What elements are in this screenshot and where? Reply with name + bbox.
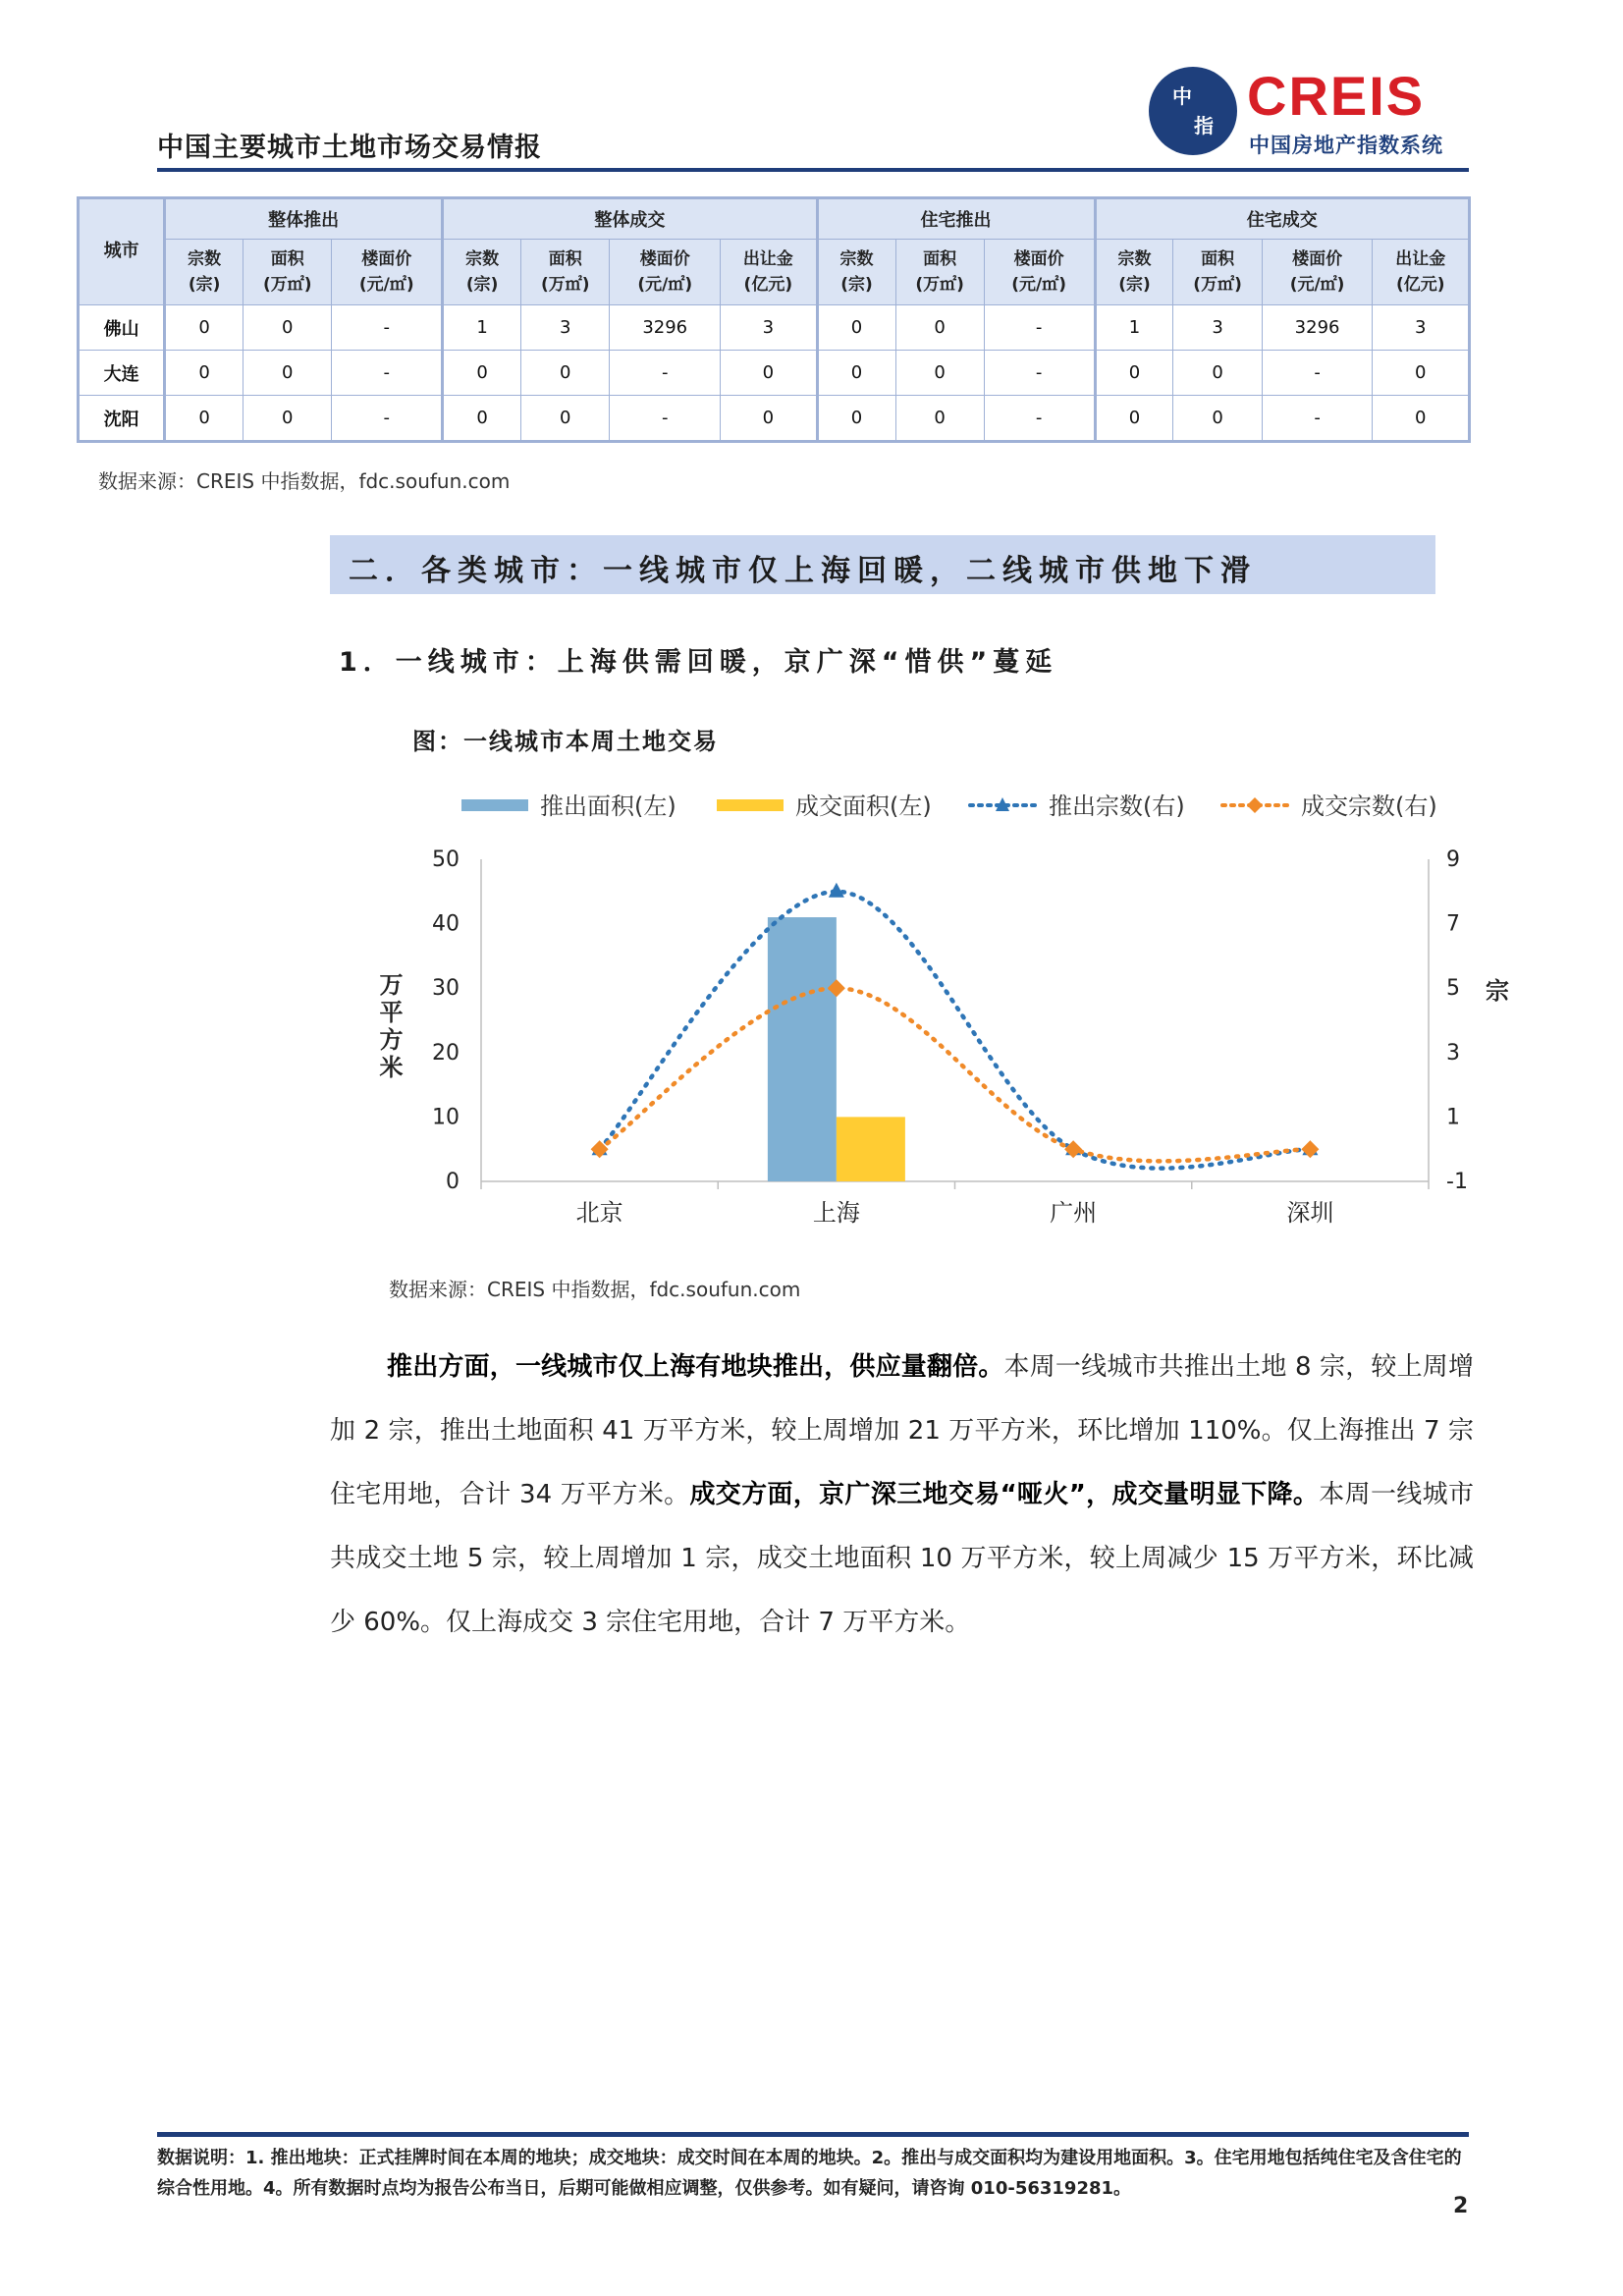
- table-cell: 0: [243, 351, 332, 396]
- bar-launched-area: [768, 917, 837, 1181]
- table-cell: 0: [521, 351, 610, 396]
- table-cell: 3: [721, 305, 817, 351]
- column-header: [1262, 240, 1373, 305]
- table-cell: 0: [443, 396, 521, 442]
- land-transaction-table: [77, 196, 1471, 443]
- column-header-line: (元/㎡): [1011, 275, 1066, 295]
- body-text-deal: 本周一线城市共成交土地 5 宗，较上周增加 1 宗，成交土地面积 10 万平方米，较上周减少 15 万平方米，环比减少 60%。仅上海成交 3 宗住宅用地，合计 7 万平方米。: [330, 1480, 1474, 1637]
- y-left-tick-label: 50: [432, 847, 460, 872]
- document-title: 中国主要城市土地市场交易情报: [157, 133, 542, 163]
- y-left-tick-label: 10: [432, 1105, 460, 1130]
- column-header-line: 宗数: [839, 249, 874, 269]
- column-header-line: 出让金: [1395, 249, 1446, 269]
- body-paragraph: [330, 1336, 1474, 1655]
- table-cell: 3296: [1262, 305, 1373, 351]
- body-bold-deal: 成交方面，京广深三地交易“哑火”，成交量明显下降。: [689, 1480, 1320, 1509]
- column-header: [165, 240, 243, 305]
- column-header-line: 面积: [923, 249, 957, 269]
- column-header-line: (元/㎡): [637, 275, 693, 295]
- column-header: [817, 240, 895, 305]
- column-header-line: 宗数: [1117, 249, 1152, 269]
- column-header-line: (宗): [188, 275, 221, 295]
- table-cell: -: [984, 305, 1095, 351]
- table-cell: 3: [1373, 305, 1470, 351]
- column-header-line: 面积: [1201, 249, 1235, 269]
- table-cell: 0: [817, 396, 895, 442]
- legend-label: 成交宗数(右): [1301, 793, 1437, 820]
- logo-subtitle: 中国房地产指数系统: [1249, 134, 1443, 157]
- column-header: [1095, 240, 1173, 305]
- legend-label: 推出宗数(右): [1049, 793, 1185, 820]
- y-left-tick-label: 20: [432, 1040, 460, 1066]
- column-header: [895, 240, 984, 305]
- table-cell: 1: [443, 305, 521, 351]
- table-row: [79, 351, 1470, 396]
- subsection-title: 1．一线城市：上海供需回暖，京广深“惜供”蔓延: [339, 647, 1058, 678]
- table-cell: -: [1262, 351, 1373, 396]
- table-cell: 0: [817, 305, 895, 351]
- column-header-line: (万㎡): [262, 275, 312, 295]
- column-header: [521, 240, 610, 305]
- table-cell: -: [332, 351, 443, 396]
- logo-emblem-char-1: 中: [1172, 84, 1192, 108]
- first-tier-city-land-chart: [363, 776, 1522, 1247]
- column-header-line: (万㎡): [915, 275, 964, 295]
- column-header: [443, 240, 521, 305]
- table-cell: -: [984, 396, 1095, 442]
- x-category-label: 北京: [575, 1199, 623, 1227]
- figure-caption: 图：一线城市本周土地交易: [412, 728, 719, 755]
- logo-emblem: [1149, 67, 1237, 155]
- column-header-line: (万㎡): [540, 275, 590, 295]
- y-left-axis-title: 万平方米: [375, 972, 403, 1082]
- legend-marker: [1247, 797, 1263, 813]
- column-header-line: (元/㎡): [1289, 275, 1345, 295]
- table-cell: 3: [521, 305, 610, 351]
- y-right-tick-label: 7: [1446, 911, 1460, 937]
- column-header: [721, 240, 817, 305]
- chart-source-note: 数据来源：CREIS 中指数据，fdc.soufun.com: [389, 1278, 801, 1301]
- y-left-tick-label: 30: [432, 976, 460, 1002]
- column-header-line: (宗): [840, 275, 873, 295]
- table-source-note: 数据来源：CREIS 中指数据，fdc.soufun.com: [98, 469, 511, 493]
- table-cell: 0: [165, 351, 243, 396]
- header-divider: [157, 168, 1469, 172]
- y-right-tick-label: 1: [1446, 1105, 1460, 1130]
- column-header-line: 出让金: [742, 249, 793, 269]
- column-header: [1373, 240, 1470, 305]
- table-cell: 0: [1173, 351, 1262, 396]
- column-header: [610, 240, 721, 305]
- line-transacted-count: [600, 988, 1311, 1161]
- column-header-line: 面积: [548, 249, 582, 269]
- table-cell: 0: [817, 351, 895, 396]
- table-cell: -: [332, 396, 443, 442]
- city-cell: 沈阳: [79, 396, 165, 442]
- column-header-line: 楼面价: [639, 249, 690, 269]
- table-cell: 0: [243, 396, 332, 442]
- legend-label: 成交面积(左): [795, 793, 932, 820]
- table-cell: 3: [1173, 305, 1262, 351]
- bar-transacted-area: [837, 1117, 905, 1181]
- body-text-supply: 本周一线城市共推出土地 8 宗，较上周增加 2 宗，推出土地面积 41 万平方米，较上周增加 21 万平方米，环比增加 110%。仅上海推出 7 宗住宅用地，合计 34 万平方米。: [330, 1352, 1474, 1509]
- y-right-tick-label: 3: [1446, 1040, 1460, 1066]
- column-header-line: 楼面价: [1013, 249, 1064, 269]
- column-header-line: (元/㎡): [358, 275, 414, 295]
- column-header-line: (亿元): [743, 275, 793, 295]
- y-right-tick-label: -1: [1446, 1170, 1468, 1194]
- table-cell: -: [1262, 396, 1373, 442]
- column-header-line: (宗): [465, 275, 499, 295]
- table-cell: 0: [895, 396, 984, 442]
- column-header-line: (亿元): [1395, 275, 1445, 295]
- y-right-tick-label: 9: [1446, 847, 1460, 872]
- page-number: 2: [1453, 2194, 1469, 2218]
- point-transacted-count: [1301, 1140, 1319, 1158]
- logo-wordmark: CREIS: [1247, 65, 1426, 127]
- table-cell: 0: [165, 396, 243, 442]
- y-right-axis-title: 宗: [1486, 977, 1509, 1005]
- group-header: 整体成交: [443, 198, 817, 240]
- table-cell: 3296: [610, 305, 721, 351]
- column-header: [332, 240, 443, 305]
- table-cell: 0: [721, 351, 817, 396]
- table-cell: 0: [1173, 396, 1262, 442]
- column-header-line: 楼面价: [361, 249, 412, 269]
- group-header: 住宅推出: [817, 198, 1095, 240]
- column-header-line: 楼面价: [1292, 249, 1343, 269]
- footer-data-note: 数据说明：1. 推出地块：正式挂牌时间在本周的地块；成交地块：成交时间在本周的地块。2。推出与成交面积均为建设用地面积。3。住宅用地包括纯住宅及含住宅的综合性用地。4。所有数据时点均为报告公布当日，后期可能做相应调整，仅供参考。如有疑问，请咨询 010-56319281。: [157, 2148, 1462, 2199]
- table-cell: 0: [895, 351, 984, 396]
- table-cell: -: [984, 351, 1095, 396]
- city-cell: 大连: [79, 351, 165, 396]
- column-header: [984, 240, 1095, 305]
- table-cell: 0: [243, 305, 332, 351]
- table-row: [79, 396, 1470, 442]
- table-cell: -: [610, 351, 721, 396]
- column-header: [1173, 240, 1262, 305]
- point-transacted-count: [1064, 1140, 1082, 1158]
- legend-swatch: [461, 799, 528, 811]
- table-cell: 0: [721, 396, 817, 442]
- body-bold-supply: 推出方面，一线城市仅上海有地块推出，供应量翻倍。: [387, 1352, 1004, 1382]
- column-header: [243, 240, 332, 305]
- column-header-line: 面积: [270, 249, 304, 269]
- table-cell: -: [610, 396, 721, 442]
- table-cell: 0: [895, 305, 984, 351]
- table-cell: 1: [1095, 305, 1173, 351]
- section-title: 二．各类城市：一线城市仅上海回暖，二线城市供地下滑: [349, 554, 1257, 588]
- group-header: 住宅成交: [1095, 198, 1470, 240]
- column-header-line: (宗): [1118, 275, 1151, 295]
- city-cell: 佛山: [79, 305, 165, 351]
- x-category-label: 深圳: [1286, 1199, 1334, 1227]
- y-left-tick-label: 40: [432, 911, 460, 937]
- legend-swatch: [717, 799, 784, 811]
- logo-emblem-char-2: 指: [1194, 114, 1214, 137]
- column-header-line: 宗数: [465, 249, 500, 269]
- table-cell: 0: [521, 396, 610, 442]
- table-cell: 0: [443, 351, 521, 396]
- table-cell: 0: [165, 305, 243, 351]
- line-launched-count: [600, 892, 1311, 1169]
- table-row: [79, 305, 1470, 351]
- footer-divider: [157, 2132, 1469, 2137]
- table-cell: -: [332, 305, 443, 351]
- y-left-tick-label: 0: [446, 1170, 460, 1194]
- table-cell: 0: [1373, 351, 1470, 396]
- table-cell: 0: [1095, 396, 1173, 442]
- column-header-line: 宗数: [188, 249, 222, 269]
- table-cell: 0: [1373, 396, 1470, 442]
- column-header-line: (万㎡): [1193, 275, 1242, 295]
- table-cell: 0: [1095, 351, 1173, 396]
- x-category-label: 广州: [1050, 1199, 1098, 1227]
- creis-logo: [1149, 65, 1473, 161]
- legend-label: 推出面积(左): [540, 793, 676, 820]
- group-header: 整体推出: [165, 198, 443, 240]
- x-category-label: 上海: [812, 1199, 860, 1227]
- city-column-header: 城市: [79, 198, 165, 305]
- y-right-tick-label: 5: [1446, 976, 1460, 1002]
